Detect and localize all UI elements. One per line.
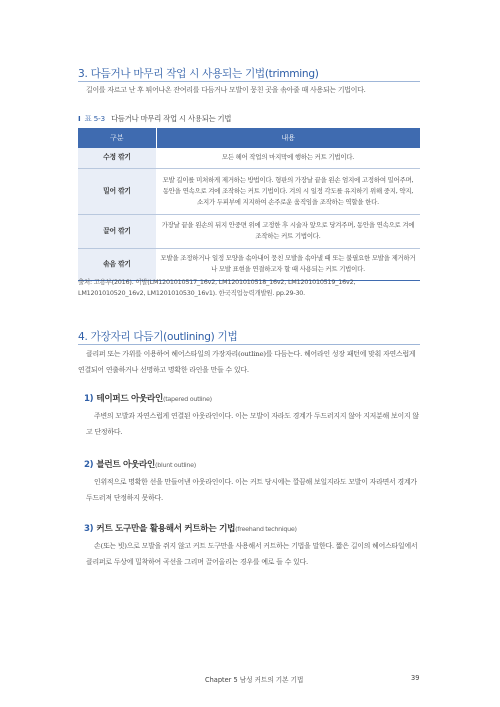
table-row (78, 168, 420, 214)
caption-mark: I (78, 114, 81, 123)
trimming-table (78, 128, 420, 281)
item-1-english: (tapered outline) (163, 395, 212, 403)
footer-chapter: Chapter 5 남성 커트의 기본 기법 (205, 676, 304, 684)
item-2-heading (84, 458, 196, 470)
row-content: 모발 길이를 미처하게 제거하는 방법이다. 형판의 가장날 끝을 왼손 엄지에 고정하여 밀어주며, 동안을 연속으로 겨에 조작하는 커트 기법이다. 겨의 시 일정 각도를 유지하기 위해 중지, 약지, 소지가 두피부에 지지하여 손주로운 움직임을 조작하는 역할을 한다. (156, 168, 420, 214)
table-caption (78, 114, 231, 124)
item-3-heading (84, 522, 297, 534)
row-category: 수정 깎기 (78, 148, 156, 168)
header-category: 구분 (78, 128, 156, 148)
table-row (78, 214, 420, 248)
table-row (78, 248, 420, 280)
section-4-heading: 4. 가장자리 다듬기(outlining) 기법 (78, 331, 238, 343)
table-header-row (78, 128, 420, 148)
item-1-text: 주변의 모발과 자연스럽게 연결된 아웃라인이다. 이는 모발이 자라도 경계가 두드러지지 않아 지저분해 보이지 않고 단정하다. (86, 412, 419, 436)
caption-number: 표 5-3 (84, 114, 105, 123)
item-2-english: (blunt outline) (155, 461, 196, 469)
row-content: 모든 헤어 작업의 마지막에 행하는 커트 기법이다. (156, 148, 420, 168)
item-3-number: 3) (84, 524, 94, 534)
row-category: 밀어 깎기 (78, 168, 156, 214)
row-category: 솎음 깎기 (78, 248, 156, 280)
item-1-number: 1) (84, 394, 94, 404)
section-4-intro: 클리퍼 또는 가위를 이용하여 헤어스타일의 가장자리(outline)를 다듬는다. 헤어라인 성장 패턴에 맞춰 자연스럽게 연결되어 연출하거나 선명하고 명확한 라인을 만들 수 있다. (78, 350, 416, 374)
item-3-title: 커트 도구만을 활용해서 커트하는 기법 (96, 524, 236, 534)
row-category: 끌어 깎기 (78, 214, 156, 248)
table-source: 출처: 고용부(2016). 이발(LM1201010517_16v2, LM1201010518_16v2, LM1201010519_16v2, LM1201010520_16v2, LM1201010530_16v1). 한국직업능력개발원. pp.29-30. (78, 278, 356, 297)
section-3-heading: 3. 다듬거나 마무리 작업 시 사용되는 기법(trimming) (78, 68, 319, 80)
table-row (78, 148, 420, 168)
row-content: 가장날 끝을 왼손의 뒤지 안중면 위에 고정한 후 시술자 앞으로 당겨주며, 동안을 연속으로 겨에 조작하는 커트 기법이다. (156, 214, 420, 248)
item-2-number: 2) (84, 460, 94, 470)
caption-text: 다듬거나 마무리 작업 시 사용되는 기법 (111, 114, 232, 123)
header-content: 내용 (156, 128, 420, 148)
item-1-heading (84, 392, 212, 404)
item-3-text: 손(또는 빗)으로 모발을 쥐지 않고 커트 도구만을 사용해서 커트하는 기법을 말한다. 짧은 길이의 헤어스타일에서 클리퍼로 두상에 밀착하여 곡선을 그리며 끌어올리는 경우를 예로 들 수 있다. (86, 542, 418, 566)
section-4-rule (78, 344, 420, 345)
section-3-intro: 길이를 자르고 난 후 튀어나온 잔여리를 다듬거나 모발이 뭉친 곳을 솎아줄 때 사용되는 기법이다. (86, 86, 366, 94)
item-3-english: (freehand technique) (235, 525, 297, 533)
item-1-title: 테이퍼드 아웃라인 (96, 394, 164, 404)
item-2-title: 블런트 아웃라인 (96, 460, 156, 470)
row-content: 모발을 조정하거나 일정 모양을 솎아내어 뭉친 모발을 솎아낼 때 또는 불필요한 모발을 제거하거나 모발 표현을 연결하고자 할 때 사용되는 커트 기법이다. (156, 248, 420, 280)
item-2-text: 인위적으로 명확한 선을 만들어낸 아웃라인이다. 이는 커트 당시에는 깔끔해 보일지라도 모발이 자라면서 경계가 두드러져 단정하지 못하다. (86, 478, 417, 502)
page-number: 39 (411, 674, 420, 682)
